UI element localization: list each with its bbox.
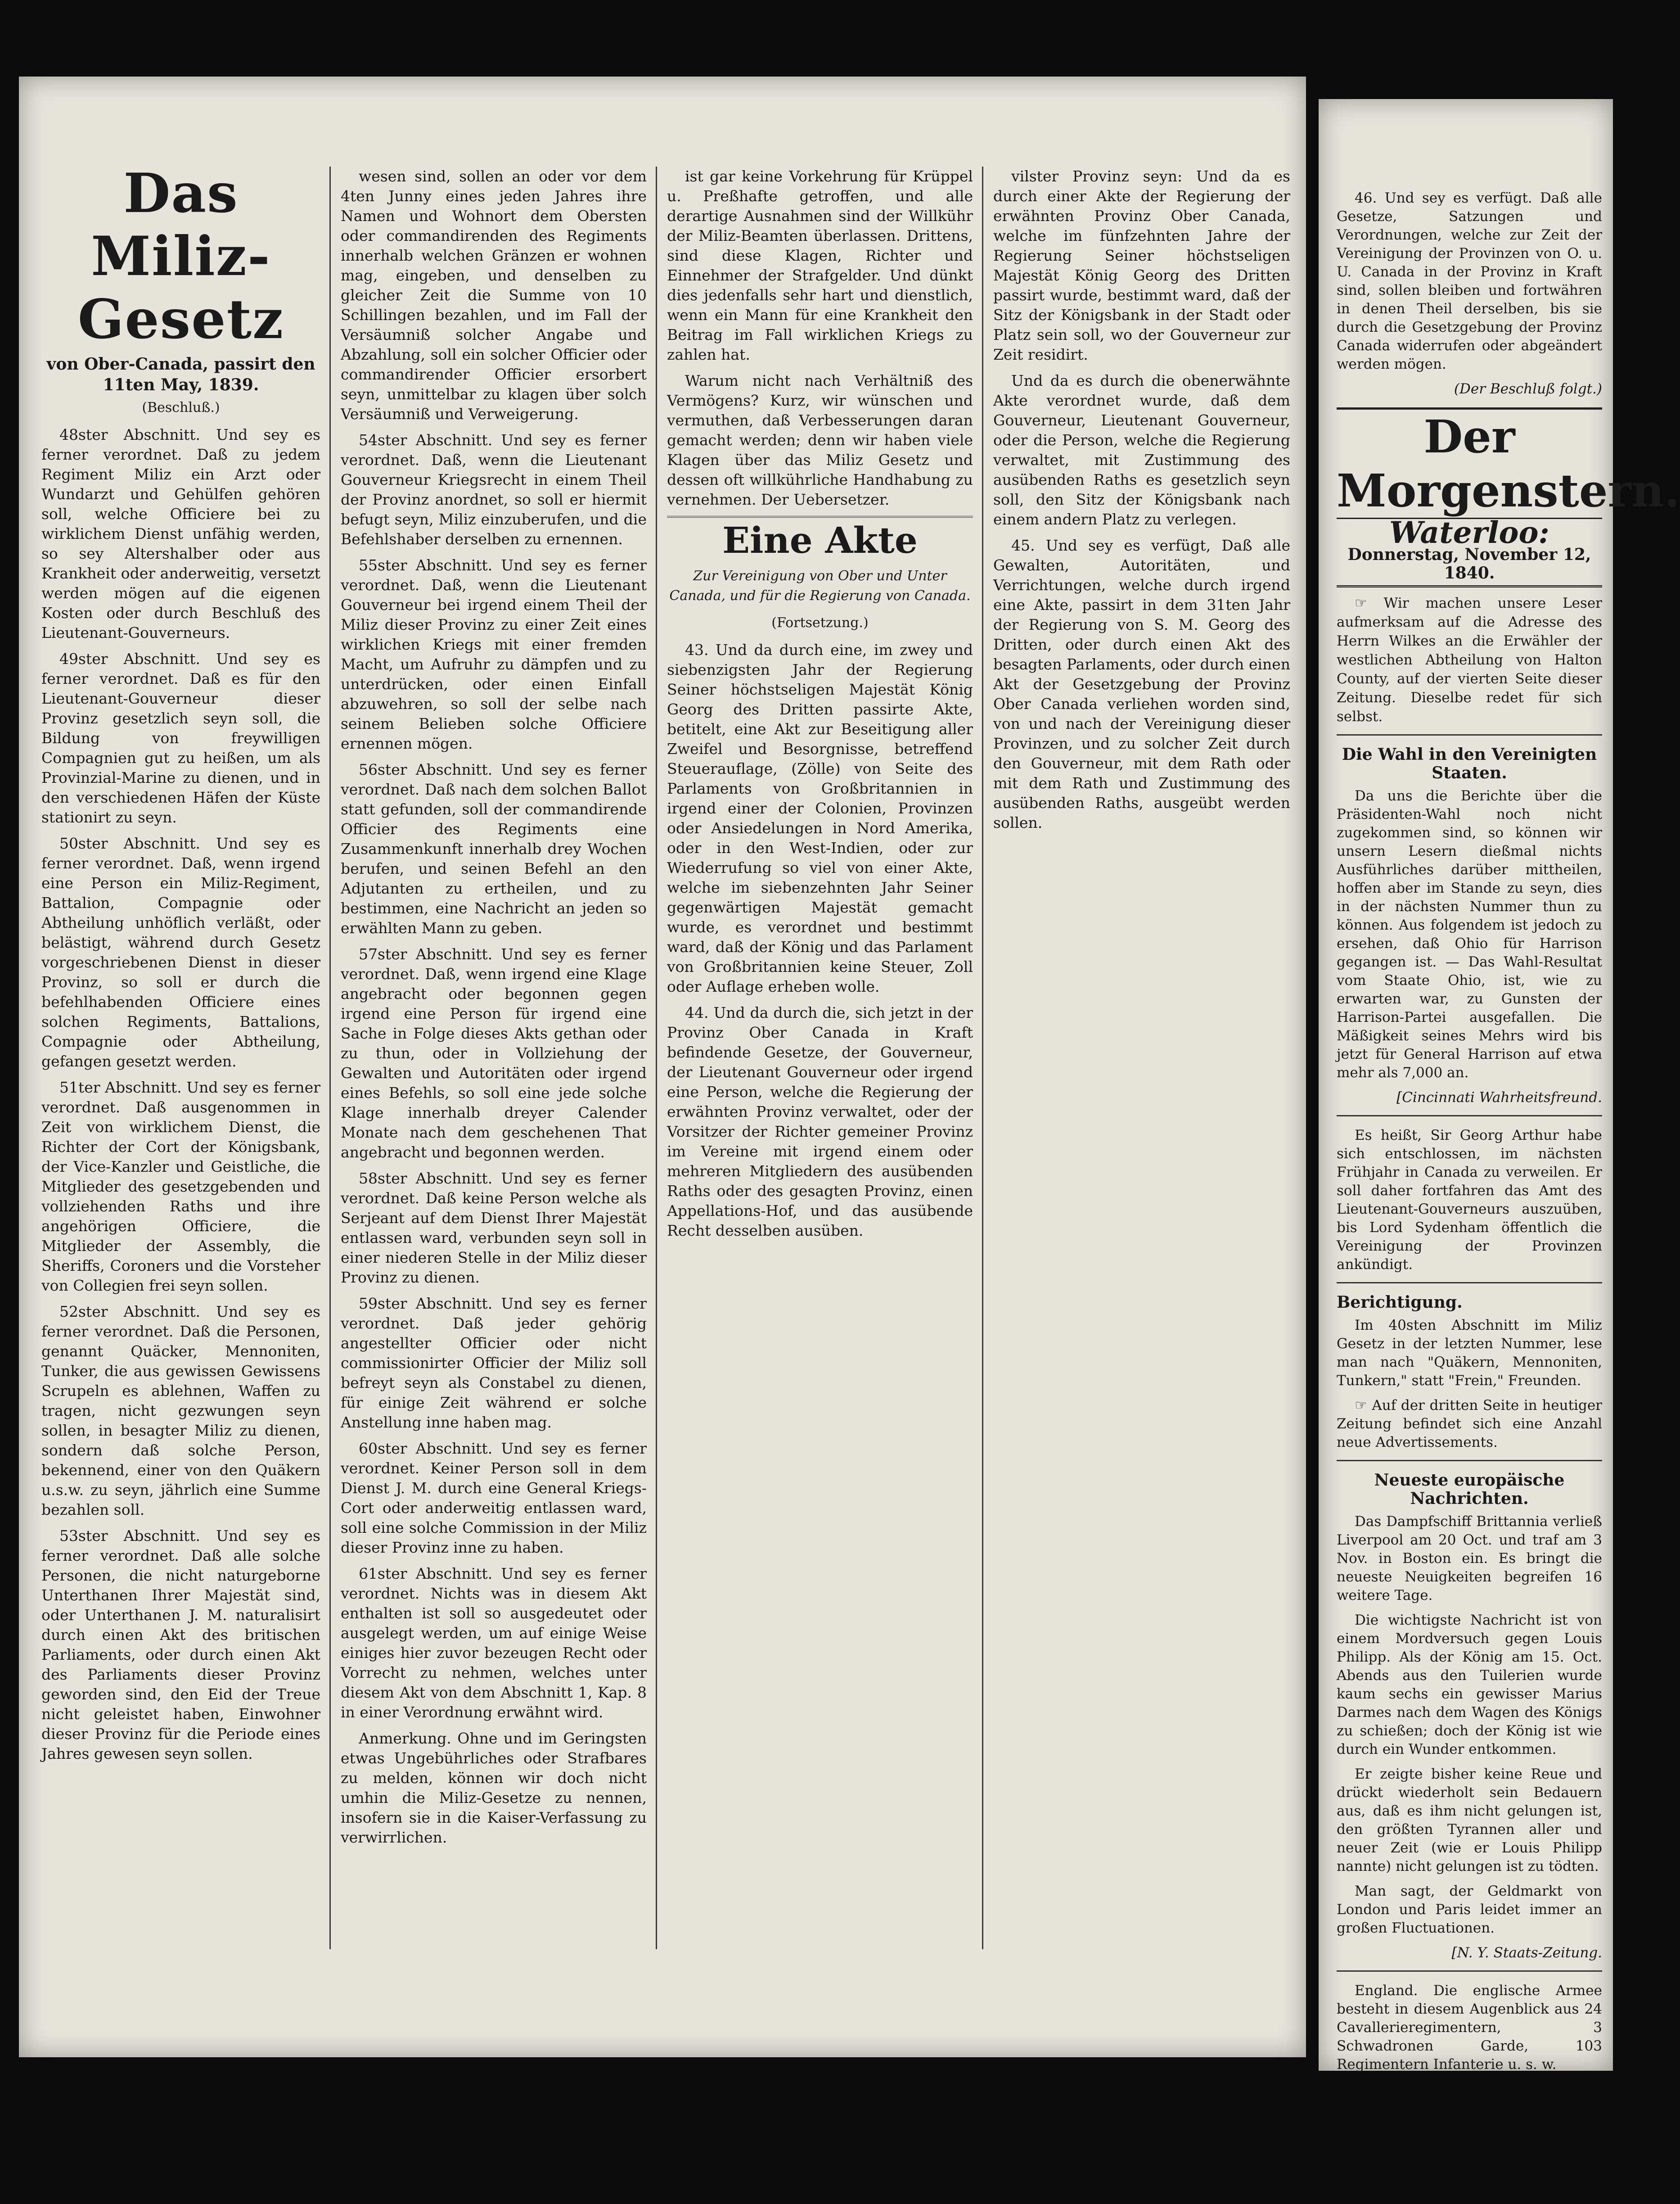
date-line: Donnerstag, November 12, 1840. xyxy=(1337,546,1602,587)
paragraph: 46. Und sey es verfügt. Daß alle Gesetze, Satzungen und Verordnungen, welche zur Zeit der Vereinigung der Provinzen von O. u. U. Canada in der Provinz in Kraft sind, sollen bleiben und fortwähren in denen Theil derselben, bis sie durch die Gesetzgebung der Provinz Canada widerrufen oder abgeändert werden mögen. xyxy=(1337,190,1602,372)
column-4 xyxy=(993,167,1290,1940)
paragraph: 54ster Abschnitt. Und sey es ferner verordnet. Daß, wenn die Lieutenant Gouverneur Kriegsrecht in einem Theil der Provinz anordnet, so soll er hiermit befugt seyn, Miliz einzuberufen, und die Befehlshaber derselben zu ernennen. xyxy=(341,431,647,548)
column-1 xyxy=(41,158,320,1940)
article-note: (Beschluß.) xyxy=(142,400,220,416)
paragraph: Er zeigte bisher keine Reue und drückt wiederholt sein Bedauern aus, daß es ihm nicht gelungen ist, den größten Tyrannen aller und neuer Zeit (wie er Louis Philipp nannte) nicht gelungen ist zu tödten. xyxy=(1337,1766,1602,1874)
paragraph: Da uns die Berichte über die Präsidenten-Wahl noch nicht zugekommen sind, so können wir unsern Lesern dießmal nichts Ausführliches darüber mittheilen, hoffen aber im Stande zu seyn, dies in der nächsten Nummer thun zu können. Aus folgendem ist jedoch zu ersehen, daß Ohio für Harrison gegangen ist. — Das Wahl-Resultat vom Staate Ohio, ist, wie zu erwarten war, zu Gunsten der Harrison-Partei ausgefallen. Die Mäßigkeit seines Mehrs wird bis jetzt für General Harrison auf etwa mehr als 7,000 an. xyxy=(1337,788,1602,1081)
paragraph: Man sagt, der Geldmarkt von London und Paris leidet immer an großen Fluctuationen. xyxy=(1337,1883,1602,1936)
column-divider xyxy=(329,167,331,1949)
paragraph: Und da es durch die obenerwähnte Akte verordnet wurde, daß dem Gouverneur, Lieutenant Gouverneur, oder die Person, welche die Regierung verwaltet, mit Zustimmung des ausübenden Raths es gesetzlich seyn soll, den Sitz der Königsbank nach einem andern Platz zu verlegen. xyxy=(993,372,1290,528)
paragraph: 55ster Abschnitt. Und sey es ferner verordnet. Daß, wenn die Lieutenant Gouverneur bei irgend einem Theil der Miliz dieser Provinz zu einer Zeit eines wirklichen Kriegs mit einer fremden Macht, um Aufruhr zu dämpfen und zu unterdrücken, oder einen Einfall abzuwehren, so soll der selbe nach seinem Belieben solche Officiere ernennen mögen. xyxy=(341,556,647,752)
paragraph: vilster Provinz seyn: Und da es durch einer Akte der Regierung der erwähnten Provinz Ober Canada, welche im fünfzehnten Jahre der Regierung Seiner höchstseligen Majestät König Georg des Dritten passirt wurde, bestimmt ward, daß der Sitz der Königsbank in der Stadt oder Platz sein soll, wo der Gouverneur zur Zeit residirt. xyxy=(993,167,1290,363)
paragraph: 60ster Abschnitt. Und sey es ferner verordnet. Keiner Person soll in dem Dienst J. M. durch eine General Kriegs-Cort oder anderweitig entlassen ward, soll eine solche Commission in der Miliz dieser Provinz inne zu haben. xyxy=(341,1440,647,1556)
paragraph: 59ster Abschnitt. Und sey es ferner verordnet. Daß jeder gehörig angestellter Officier oder nicht commissionirter Officier der Miliz soll befreyt seyn als Constabel zu dienen, für einige Zeit während er solche Anstellung inne haben mag. xyxy=(341,1295,647,1431)
column-divider xyxy=(656,167,657,1949)
column-divider xyxy=(982,167,983,1949)
paragraph: Es heißt, Sir Georg Arthur habe sich entschlossen, im nächsten Frühjahr in Canada zu verweilen. Er soll daher fortfahren das Amt des Lieutenant-Gouverneurs auszuüben, bis Lord Sydenham öffentlich die Vereinigung der Provinzen ankündigt. xyxy=(1337,1127,1602,1273)
news-heading: Neueste europäische Nachrichten. xyxy=(1374,1471,1565,1508)
election-heading: Die Wahl in den Vereinigten Staaten. xyxy=(1342,745,1597,782)
paragraph: 51ter Abschnitt. Und sey es ferner verordnet. Daß ausgenommen in Zeit von wirklichem Dienst, die Richter der Cort der Königsbank, der Vice-Kanzler und Geistliche, die Mitglieder des gesetzgebenden und vollziehenden Raths und ihre angehörigen Officiere, die Mitglieder der Assembly, die Sheriffs, Coroners und die Vorsteher von Collegien frei seyn sollen. xyxy=(41,1079,320,1294)
place-line: Waterloo: xyxy=(1389,515,1549,550)
paragraph: Im 40sten Abschnitt im Miliz Gesetz in der letzten Nummer, lese man nach "Quäkern, Mennoniten, Tunkern," statt "Frein," Freunden. xyxy=(1337,1317,1602,1389)
paragraph: 57ster Abschnitt. Und sey es ferner verordnet. Daß, wenn irgend eine Klage angebracht oder begonnen gegen irgend eine Person für irgend eine Sache in Folge dieses Akts gethan oder zu thun, oder in Vollziehung der Gewalten und Autoritäten oder irgend eines Befehls, so soll eine jede solche Klage innerhalb dreyer Calender Monate nach dem geschehenen That angebracht und begonnen werden. xyxy=(341,945,647,1161)
paragraph: 58ster Abschnitt. Und sey es ferner verordnet. Daß keine Person welche als Serjeant auf dem Dienst Ihrer Majestät entlassen ward, verbunden seyn soll in einer niederen Stelle in der Miliz dieser Provinz zu dienen. xyxy=(341,1170,647,1286)
right-newspaper-page xyxy=(1319,99,1680,2073)
left-newspaper-page xyxy=(19,77,1306,2057)
paragraph: 45. Und sey es verfügt, Daß alle Gewalten, Autoritäten, und Verrichtungen, welche durch irgend eine Akte, passirt in dem 31ten Jahr der Regierung von S. M. Georg des Dritten, oder durch einen Akt des besagten Parlaments, oder durch einen Akt der Gesetzgebung der Provinz Ober Canada verliehen worden sind, von und nach der Vereinigung dieser Provinzen, und zu solcher Zeit durch den Gouverneur, mit dem Rath oder mit dem Rath und Zustimmung des ausübenden Raths, ausgeübt werden sollen. xyxy=(993,537,1290,831)
section-title: Eine Akte xyxy=(667,516,973,563)
divider xyxy=(1337,1115,1602,1118)
paragraph: England. Die englische Armee besteht in diesem Augenblick aus 24 Cavallerieregimentern, 3 Schwadronen Garde, 103 Regimentern Infanterie u. s. w. xyxy=(1337,1983,1602,2073)
newspaper-masthead: Der Morgenstern. xyxy=(1337,407,1602,519)
divider xyxy=(1337,734,1602,737)
paragraph: 48ster Abschnitt. Und sey es ferner verordnet. Daß zu jedem Regiment Miliz ein Arzt oder Wundarzt und Gehülfen gehören soll, welche Officiere bei zu wirklichem Dienst unfähig werden, so sey Altershalber oder aus Krankheit oder anderweitig, versetzt werden mögen auf die eigenen Kosten oder durch Beschluß des Lieutenant-Gouverneurs. xyxy=(41,426,320,641)
source-line: [N. Y. Staats-Zeitung. xyxy=(1451,1945,1602,1961)
paragraph: 44. Und da durch die, sich jetzt in der Provinz Ober Canada in Kraft befindende Gesetze, der Gouverneur, der Lieutenant Gouverneur oder irgend eine Person, welche die Regierung der erwähnten Provinz verwaltet, oder der Vorsitzer der Richter gemeiner Provinz im Vereine mit irgend einem oder mehreren Mitgliedern des ausübenden Raths oder des gesagten Provinz, einen Appellations-Hof, und das ausübende Recht desselben ausüben. xyxy=(667,1004,973,1239)
paragraph: 43. Und da durch eine, im zwey und siebenzigsten Jahr der Regierung Seiner höchstseligen Majestät König Georg des Dritten passirte Akte, betitelt, eine Akt zur Beseitigung aller Zweifel und Besorgnisse, betreffend Steuerauflage, (Zölle) von Seite des Parlaments von Großbritannien in irgend einer der Colonien, Provinzen oder Ansiedelungen in Nord Amerika, oder in den West-Indien, oder zur Wiederrufung so viel von einer Akte, welche im siebenzehnten Jahr Seiner gegenwärtigen Majestät gemacht wurde, es verordnet und bestimmt ward, daß der König und das Parlament von Großbritannien keine Steuer, Zoll oder Auflage erheben wolle. xyxy=(667,641,973,995)
paragraph: Anmerkung. Ohne und im Geringsten etwas Ungebührliches oder Strafbares zu melden, können wir doch nicht umhin die Miliz-Gesetze zu nennen, insofern sie in die Kaiser-Verfassung zu verwirrlichen. xyxy=(341,1730,647,1846)
paragraph: ist gar keine Vorkehrung für Krüppel u. Preßhafte getroffen, und alle derartige Ausnahmen sind der Willkühr der Miliz-Beamten überlassen. Drittens, sind diese Klagen, Richter und Einnehmer der Strafgelder. Und dünkt dies jedenfalls sehr hart und dienstlich, wenn ein Mann für eine Krankheit den Beitrag im Fall wirklichen Kriegs zu zahlen hat. xyxy=(667,167,973,363)
notice-paragraph: ☞ Wir machen unsere Leser aufmerksam auf die Adresse des Herrn Wilkes an die Erwähler der westlichen Abtheilung von Halton County, auf der vierten Seite dieser Zeitung. Dieselbe redet für sich selbst. xyxy=(1337,595,1602,725)
paragraph: Die wichtigste Nachricht ist von einem Mordversuch gegen Louis Philipp. Als der König am 15. Oct. Abends aus den Tuilerien wurde kaum sechs ein gewisser Marius Darmes nach dem Wagen des Königs zu schießen; doch der König ist wie durch ein Wunder entkommen. xyxy=(1337,1612,1602,1757)
paragraph: 52ster Abschnitt. Und sey es ferner verordnet. Daß die Personen, genannt Quäcker, Mennoniten, Tunker, die aus gewissen Gewissens Scrupeln es ablehnen, Waffen zu tragen, nicht gezwungen seyn sollen, in besagter Miliz zu dienen, sondern daß solche Person, bekennend, einer von den Quäkern u.s.w. zu seyn, jährlich eine Summe bezahlen soll. xyxy=(41,1303,320,1518)
source-line: [Cincinnati Wahrheitsfreund. xyxy=(1396,1089,1602,1106)
morgenstern-column xyxy=(1337,189,1680,2073)
paragraph: wesen sind, sollen an oder vor dem 4ten Junny eines jeden Jahres ihre Namen und Wohnort dem Obersten oder commandirenden des Regiments innerhalb welchen Gränzen er wohnen mag, eingeben, und denselben zu gleicher Zeit die Summe von 10 Schillingen bezahlen, und im Fall der Versäumniß solcher Angabe und Abzahlung, soll ein solcher Officier oder commandirender Officier ersorbert seyn, unmittelbar zu klagen über solch Versäumniß und Verweigerung. xyxy=(341,167,647,423)
section-continuation: (Fortsetzung.) xyxy=(771,615,869,631)
paragraph: 61ster Abschnitt. Und sey es ferner verordnet. Nichts was in diesem Akt enthalten ist soll so ausgedeutet oder ausgelegt werden, um auf einige Weise einiges hier zuvor bezeugen Recht oder Vorrecht zu nehmen, welches unter diesem Akt von dem Abschnitt 1, Kap. 8 in einer Verordnung erwähnt wird. xyxy=(341,1565,647,1721)
paragraph: 56ster Abschnitt. Und sey es ferner verordnet. Daß nach dem solchen Ballot statt gefunden, soll der commandirende Officier des Regiments eine Zusammenkunft innerhalb drey Wochen berufen, und seinen Befehl an den Adjutanten zu ertheilen, und zu bestimmen, eine Nachricht an jeden so erwählten Mann zu geben. xyxy=(341,761,647,937)
paragraph: Warum nicht nach Verhältniß des Vermögens? Kurz, wir wünschen und vermuthen, daß Verbesserungen daran gemacht werden; denn wir haben viele Klagen über das Miliz Gesetz und dessen oft willkührliche Handhabung zu vernehmen. Der Uebersetzer. xyxy=(667,372,973,508)
article-subtitle: von Ober-Canada, passirt den 11ten May, 1839. xyxy=(46,355,315,394)
column-2 xyxy=(341,167,647,1940)
divider xyxy=(1337,1970,1602,1974)
correction-heading: Berichtigung. xyxy=(1337,1293,1463,1312)
section-subtitle: Zur Vereinigung von Ober und Unter Canada, und für die Regierung von Canada. xyxy=(669,568,971,604)
divider xyxy=(1337,1282,1602,1285)
divider xyxy=(1337,1460,1602,1463)
paragraph: ☞ Auf der dritten Seite in heutiger Zeitung befindet sich eine Anzahl neue Advertissements. xyxy=(1337,1397,1602,1450)
paragraph: 50ster Abschnitt. Und sey es ferner verordnet. Daß, wenn irgend eine Person ein Miliz-Regiment, Battalion, Compagnie oder Abtheilung unhöflich verläßt, oder belästigt, während durch Gesetz vorgeschriebenen Dienst in dieser Provinz, so soll er durch die befehlhabenden Officiere eines solchen Regiments, Battalions, Compagnie oder Abtheilung, gefangen gesetzt werden. xyxy=(41,835,320,1070)
paragraph: 49ster Abschnitt. Und sey es ferner verordnet. Daß es für den Lieutenant-Gouverneur dieser Provinz gesetzlich seyn soll, die Bildung von freywilligen Compagnien gut zu heißen, um als Provinzial-Marine zu dienen, und in den verschiedenen Häfen der Küste stationirt zu seyn. xyxy=(41,650,320,826)
paragraph: (Der Beschluß folgt.) xyxy=(1454,381,1602,397)
article-title: Das Miliz-Gesetz xyxy=(77,162,284,351)
column-3 xyxy=(667,167,973,1940)
paragraph: Das Dampfschiff Brittannia verließ Liverpool am 20 Oct. und traf am 3 Nov. in Boston ein. Es bringt die neueste Neuigkeiten begreifen 16 weitere Tage. xyxy=(1337,1513,1602,1603)
paragraph: 53ster Abschnitt. Und sey es ferner verordnet. Daß alle solche Personen, die nicht naturgeborne Unterthanen Ihrer Majestät sind, oder Unterthanen J. M. naturalisirt durch einen Akt des britischen Parliaments, oder durch einen Akt des Parliaments dieser Provinz geworden sind, den Eid der Treue nicht geleistet haben, Einwohner dieser Provinz für die Periode eines Jahres gewesen seyn sollen. xyxy=(41,1527,320,1762)
